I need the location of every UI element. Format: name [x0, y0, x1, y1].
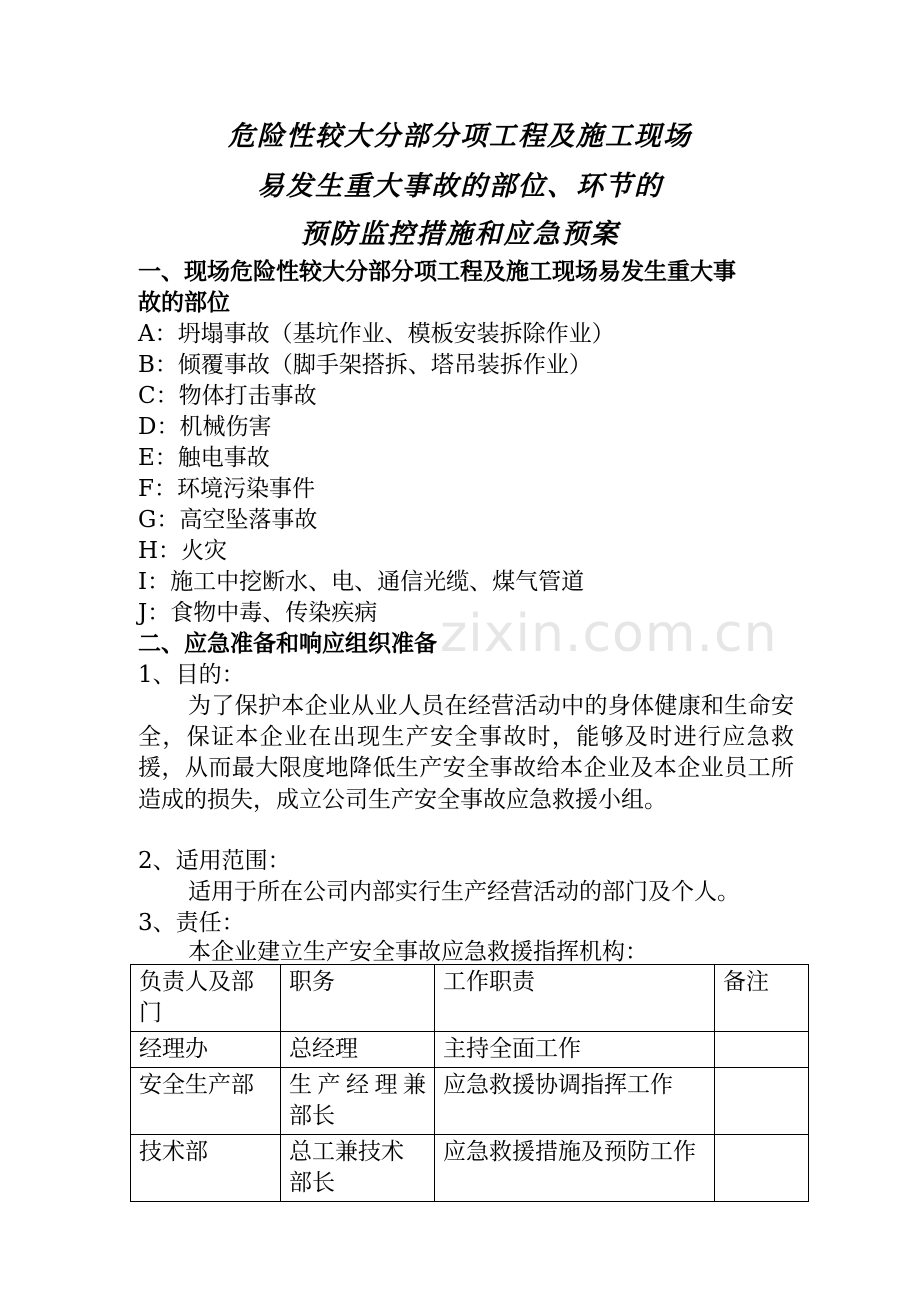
- duty-intro: 本企业建立生产安全事故应急救援指挥机构：: [188, 939, 648, 965]
- table-cell: 应急救援措施及预防工作: [435, 1135, 715, 1202]
- section-1-heading-line-2: 故的部位: [138, 290, 230, 316]
- section-1-heading-line-1: 一、现场危险性较大分部分项工程及施工现场易发生重大事: [138, 259, 736, 285]
- hazard-item: H：火灾: [138, 538, 228, 564]
- table-header-row: [131, 965, 809, 1032]
- table-row: [131, 1068, 809, 1135]
- table-cell: 安全生产部: [131, 1068, 281, 1135]
- hazard-item: F：环境污染事件: [138, 476, 315, 502]
- scope-label: 2、适用范围：: [138, 848, 291, 874]
- table-cell: 经理办: [131, 1032, 281, 1068]
- title-line-3: 预防监控措施和应急预案: [300, 219, 620, 250]
- hazard-item: G：高空坠落事故: [138, 507, 318, 533]
- hazard-item: I：施工中挖断水、电、通信光缆、煤气管道: [138, 569, 585, 595]
- emergency-command-table: [130, 964, 809, 1202]
- table-cell: 总工兼技术部长: [281, 1135, 435, 1202]
- table-cell: 技术部: [131, 1135, 281, 1202]
- hazard-item: A：坍塌事故（基坑作业、模板安装拆除作业）: [138, 321, 615, 347]
- title-line-2: 易发生重大事故的部位、环节的: [257, 171, 663, 202]
- hazard-item: D：机械伤害: [138, 414, 272, 440]
- hazard-item: J：食物中毒、传染疾病: [138, 600, 378, 626]
- table-cell: [715, 1068, 809, 1135]
- hazard-item: B：倾覆事故（脚手架搭拆、塔吊装拆作业）: [138, 352, 592, 378]
- hazard-item: C：物体打击事故: [138, 383, 317, 409]
- table-cell: 主持全面工作: [435, 1032, 715, 1068]
- table-cell: [715, 1135, 809, 1202]
- watermark: zixin.com.cn: [440, 604, 778, 664]
- table-cell: 应急救援协调指挥工作: [435, 1068, 715, 1135]
- table-cell: [715, 1032, 809, 1068]
- title-line-1: 危险性较大分部分项工程及施工现场: [228, 121, 692, 152]
- table-header-cell: 负责人及部门: [131, 965, 281, 1032]
- scope-text: 适用于所在公司内部实行生产经营活动的部门及个人。: [188, 879, 740, 905]
- duty-label: 3、责任：: [138, 910, 245, 936]
- table-header-cell: 职务: [281, 965, 435, 1032]
- table-header-cell: 备注: [715, 965, 809, 1032]
- hazard-item: E：触电事故: [138, 445, 270, 471]
- table-cell: 生产经理兼部长: [281, 1068, 435, 1135]
- purpose-paragraph: 为了保护本企业从业人员在经营活动中的身体健康和生命安全，保证本企业在出现生产安全事故时，能够及时进行应急救援，从而最大限度地降低生产安全事故给本企业及本企业员工所造成的损失，成立公司生产安全事故应急救援小组。: [138, 693, 794, 813]
- purpose-label: 1、目的：: [138, 662, 245, 688]
- table-header-cell: 工作职责: [435, 965, 715, 1032]
- table-row: [131, 1032, 809, 1068]
- table-cell: 总经理: [281, 1032, 435, 1068]
- section-2-heading: 二、应急准备和响应组织准备: [138, 631, 437, 657]
- table-row: [131, 1135, 809, 1202]
